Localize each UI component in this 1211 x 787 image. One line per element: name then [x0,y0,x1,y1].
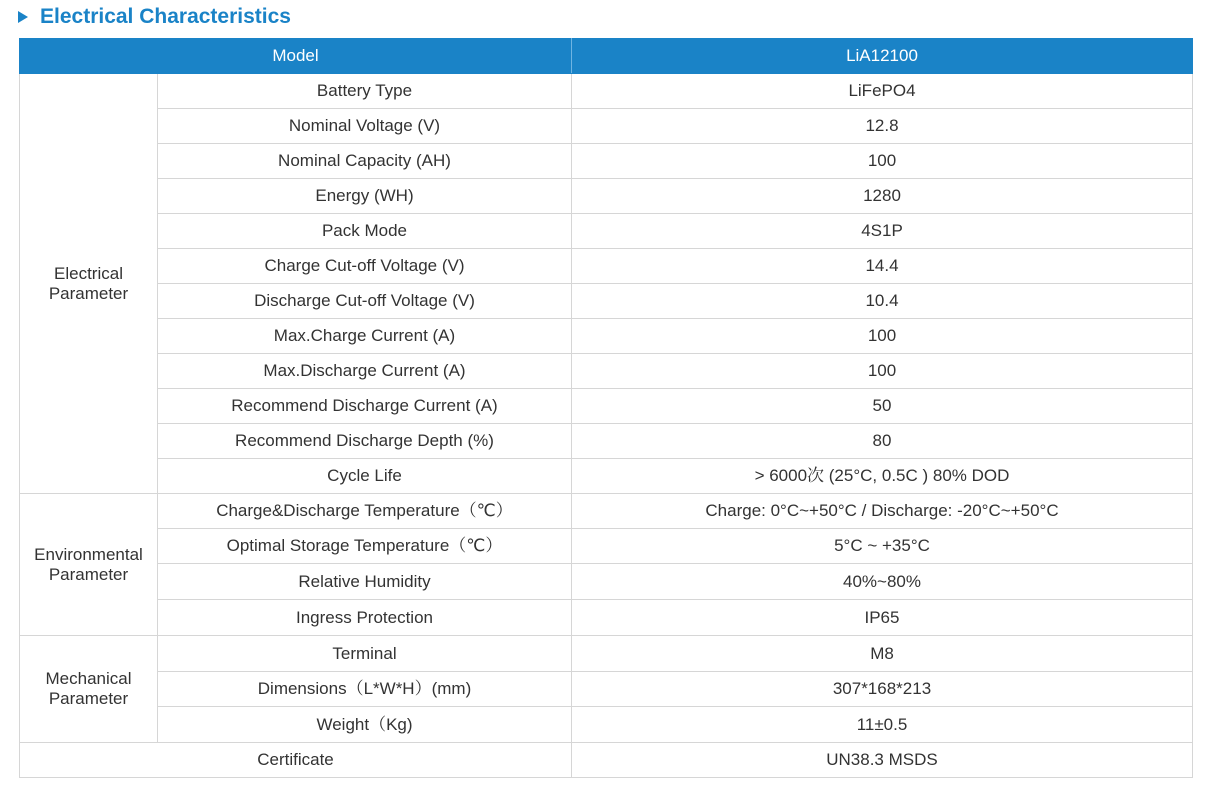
group-label [20,636,158,743]
param-name: Nominal Capacity (AH) [158,144,572,179]
param-name: Discharge Cut-off Voltage (V) [158,284,572,319]
param-name: Dimensions（L*W*H）(mm) [158,672,572,707]
param-name: Charge Cut-off Voltage (V) [158,249,572,284]
param-value: 307*168*213 [572,672,1193,707]
param-value: LiFePO4 [572,74,1193,109]
table-row [20,319,1193,354]
param-name: Weight（Kg) [158,707,572,743]
param-name: Max.Discharge Current (A) [158,354,572,389]
group-label-line: Parameter [48,564,129,584]
model-label: Model [20,39,572,74]
param-name: Nominal Voltage (V) [158,109,572,144]
table-row [20,389,1193,424]
table-row [20,179,1193,214]
param-value: 100 [572,354,1193,389]
param-value: IP65 [572,600,1193,636]
table-row [20,707,1193,743]
param-value: > 6000次 (25°C, 0.5C ) 80% DOD [572,459,1193,494]
table-row [20,494,1193,529]
param-name: Cycle Life [158,459,572,494]
param-value: 100 [572,144,1193,179]
param-value: 1280 [572,179,1193,214]
param-value: M8 [572,636,1193,672]
param-name: Battery Type [158,74,572,109]
table-row [20,284,1193,319]
param-value: 5°C ~ +35°C [572,529,1193,564]
model-value: LiA12100 [572,39,1193,74]
param-name: Terminal [158,636,572,672]
param-name: Pack Mode [158,214,572,249]
param-value: 14.4 [572,249,1193,284]
group-label-line: Parameter [48,283,129,303]
group-label [20,494,158,636]
param-value: 12.8 [572,109,1193,144]
table-row [20,249,1193,284]
group-label-line: Parameter [48,689,129,708]
table-row [20,564,1193,600]
param-name: Optimal Storage Temperature（℃） [158,529,572,564]
param-value: 80 [572,424,1193,459]
param-value: 11±0.5 [572,707,1193,743]
group-label-line: Mechanical [45,669,132,688]
table-row [20,144,1193,179]
param-name: Charge&Discharge Temperature（℃） [158,494,572,529]
section-title: Electrical Characteristics [40,5,291,28]
table-row [20,424,1193,459]
group-label-line: Electrical [54,263,123,283]
table-row [20,672,1193,707]
param-value: 100 [572,319,1193,354]
param-name: Recommend Discharge Current (A) [158,389,572,424]
spec-table [19,38,1193,778]
header-row [20,39,1193,74]
param-value: 10.4 [572,284,1193,319]
table-row [20,109,1193,144]
certificate-row [20,743,1193,778]
spec-body [20,74,1193,778]
triangle-bullet-icon [18,11,28,23]
param-name: Relative Humidity [158,564,572,600]
param-value: 4S1P [572,214,1193,249]
certificate-value: UN38.3 MSDS [572,743,1193,778]
group-label-line: Environmental [34,544,143,564]
group-label [20,74,158,494]
table-row [20,214,1193,249]
param-name: Max.Charge Current (A) [158,319,572,354]
table-row [20,354,1193,389]
param-value: 40%~80% [572,564,1193,600]
param-value: Charge: 0°C~+50°C / Discharge: -20°C~+50°C [572,494,1193,529]
param-name: Recommend Discharge Depth (%) [158,424,572,459]
section-heading [18,4,291,30]
param-name: Ingress Protection [158,600,572,636]
table-row [20,600,1193,636]
table-row [20,529,1193,564]
param-name: Energy (WH) [158,179,572,214]
table-row [20,459,1193,494]
table-row [20,636,1193,672]
certificate-label: Certificate [20,743,572,778]
param-value: 50 [572,389,1193,424]
table-row [20,74,1193,109]
